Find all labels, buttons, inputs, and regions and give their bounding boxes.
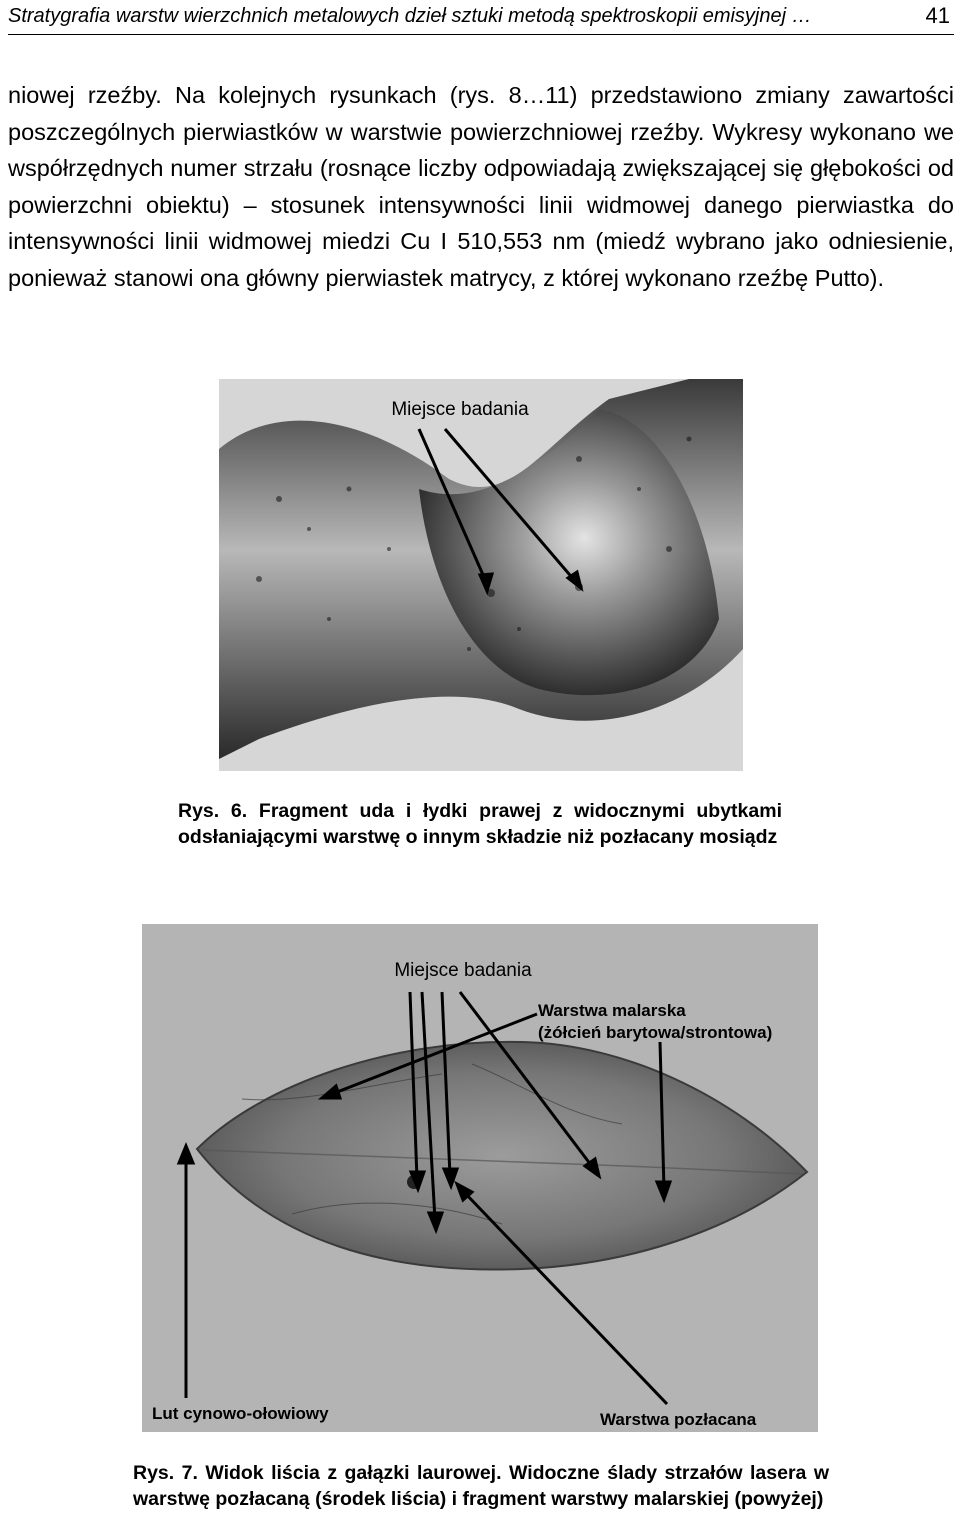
figure6-caption: Rys. 6. Fragment uda i łydki prawej z widocznymi ubytkami odsłaniającymi warstwę o innym składzie niż pozłacany mosiądz — [178, 800, 782, 848]
thigh-photo-graphic — [219, 379, 743, 771]
fig7-label-solder: Lut cynowo-ołowiowy — [152, 1404, 329, 1423]
fig7-label-paint-line1: Warstwa malarska — [538, 1001, 686, 1020]
running-header — [8, 0, 954, 35]
fig6-label-site: Miejsce badania — [391, 399, 529, 420]
body-paragraph: niowej rzeźby. Na kolejnych rysunkach (rys. 8…11) przedstawiono zmiany zawartości poszczególnych pierwiastków w warstwie powierzchniowej rzeźby. Wykresy wykonano we współrzędnych numer strzału (rosnące liczby odpowiadają zwiększającej się głębokości od powierzchni obiektu) – stosunek intensywności linii widmowej danego pierwiastka do intensywności linii widmowej miedzi Cu I 510,553 nm (miedź wybrano jako odniesienie, ponieważ stanowi ona główny pierwiastek matrycy, z której wykonano rzeźbę Putto). — [8, 82, 954, 291]
fig7-label-site: Miejsce badania — [394, 960, 532, 981]
header-title: Stratygrafia warstw wierzchnich metalowych dzieł sztuki metodą spektroskopii emisyjnej … — [8, 5, 812, 27]
leaf-photo-graphic — [142, 924, 818, 1432]
figure-leaf-photo — [142, 924, 818, 1432]
figure7-caption: Rys. 7. Widok liścia z gałązki laurowej. Widoczne ślady strzałów lasera w warstwę pozłacaną (środek liścia) i fragment warstwy malarskiej (powyżej) — [133, 1462, 829, 1510]
page-number: 41 — [925, 3, 950, 28]
figure-thigh-photo — [219, 379, 743, 771]
fig7-label-paint-line2: (żółcień barytowa/strontowa) — [538, 1023, 773, 1042]
fig7-label-gilding: Warstwa pozłacana — [600, 1410, 757, 1429]
